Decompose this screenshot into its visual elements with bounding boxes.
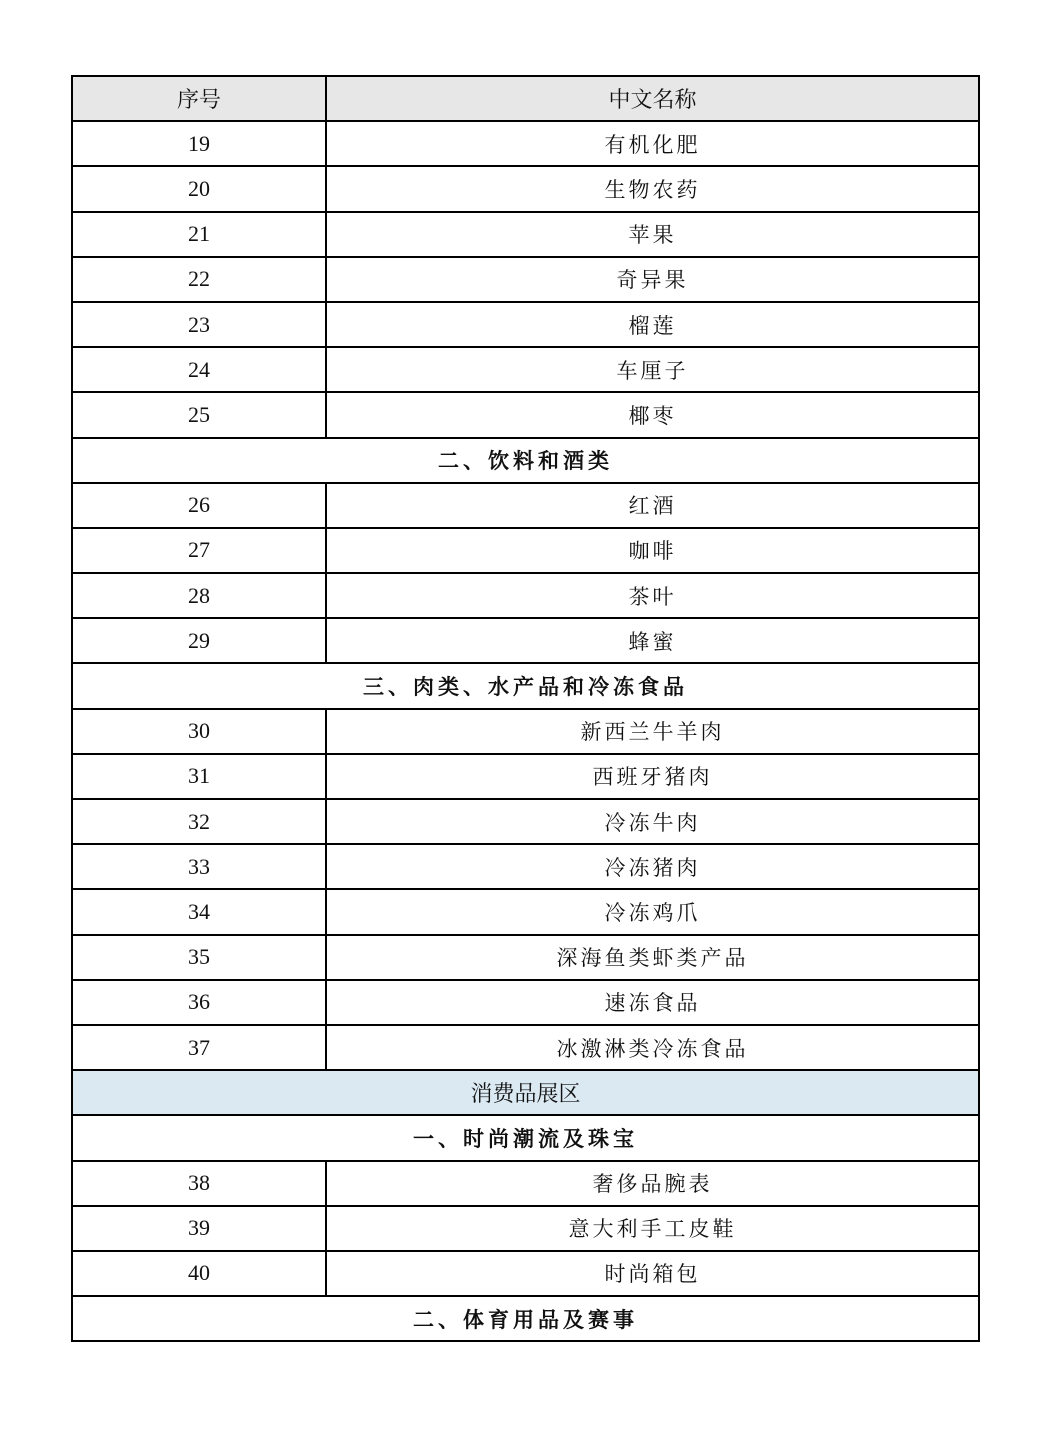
zone-title: 消费品展区 <box>72 1070 979 1115</box>
section-header-row <box>72 438 979 483</box>
table-row <box>72 935 979 980</box>
row-product-name: 椰枣 <box>326 392 979 437</box>
section-header-row <box>72 663 979 708</box>
row-serial-number: 22 <box>72 257 326 302</box>
row-product-name: 苹果 <box>326 212 979 257</box>
row-serial-number: 33 <box>72 844 326 889</box>
row-product-name: 深海鱼类虾类产品 <box>326 935 979 980</box>
row-product-name: 蜂蜜 <box>326 618 979 663</box>
row-serial-number: 21 <box>72 212 326 257</box>
row-product-name: 速冻食品 <box>326 980 979 1025</box>
header-serial-number: 序号 <box>72 76 326 121</box>
table-row <box>72 166 979 211</box>
section-title: 一、时尚潮流及珠宝 <box>72 1115 979 1160</box>
row-serial-number: 20 <box>72 166 326 211</box>
row-product-name: 奢侈品腕表 <box>326 1161 979 1206</box>
row-serial-number: 29 <box>72 618 326 663</box>
table-row <box>72 799 979 844</box>
row-product-name: 奇异果 <box>326 257 979 302</box>
table-row <box>72 844 979 889</box>
table-header-row <box>72 76 979 121</box>
section-title: 二、体育用品及赛事 <box>72 1296 979 1341</box>
row-product-name: 茶叶 <box>326 573 979 618</box>
table-row <box>72 573 979 618</box>
row-serial-number: 37 <box>72 1025 326 1070</box>
row-product-name: 车厘子 <box>326 347 979 392</box>
row-serial-number: 25 <box>72 392 326 437</box>
row-serial-number: 23 <box>72 302 326 347</box>
table-row <box>72 1161 979 1206</box>
row-serial-number: 39 <box>72 1206 326 1251</box>
row-serial-number: 30 <box>72 709 326 754</box>
table-row <box>72 257 979 302</box>
row-product-name: 意大利手工皮鞋 <box>326 1206 979 1251</box>
row-product-name: 冷冻鸡爪 <box>326 889 979 934</box>
table-row <box>72 121 979 166</box>
section-header-row <box>72 1296 979 1341</box>
row-serial-number: 19 <box>72 121 326 166</box>
row-serial-number: 34 <box>72 889 326 934</box>
row-product-name: 有机化肥 <box>326 121 979 166</box>
row-product-name: 西班牙猪肉 <box>326 754 979 799</box>
section-title: 二、饮料和酒类 <box>72 438 979 483</box>
row-product-name: 咖啡 <box>326 528 979 573</box>
table-row <box>72 212 979 257</box>
row-serial-number: 24 <box>72 347 326 392</box>
product-table <box>71 75 980 1342</box>
table-row <box>72 1206 979 1251</box>
table-row <box>72 347 979 392</box>
row-serial-number: 28 <box>72 573 326 618</box>
row-product-name: 冷冻猪肉 <box>326 844 979 889</box>
row-serial-number: 26 <box>72 483 326 528</box>
table-row <box>72 709 979 754</box>
row-serial-number: 27 <box>72 528 326 573</box>
table-row <box>72 1025 979 1070</box>
table-row <box>72 302 979 347</box>
row-serial-number: 40 <box>72 1251 326 1296</box>
row-serial-number: 36 <box>72 980 326 1025</box>
table-row <box>72 528 979 573</box>
table-row <box>72 889 979 934</box>
section-title: 三、肉类、水产品和冷冻食品 <box>72 663 979 708</box>
row-product-name: 生物农药 <box>326 166 979 211</box>
table-body <box>72 121 979 1341</box>
row-serial-number: 32 <box>72 799 326 844</box>
table-row <box>72 483 979 528</box>
row-serial-number: 35 <box>72 935 326 980</box>
row-product-name: 冷冻牛肉 <box>326 799 979 844</box>
table-row <box>72 392 979 437</box>
table-row <box>72 1251 979 1296</box>
row-product-name: 冰激淋类冷冻食品 <box>326 1025 979 1070</box>
table-row <box>72 754 979 799</box>
table-row <box>72 618 979 663</box>
row-serial-number: 38 <box>72 1161 326 1206</box>
row-serial-number: 31 <box>72 754 326 799</box>
section-header-row <box>72 1115 979 1160</box>
row-product-name: 榴莲 <box>326 302 979 347</box>
zone-header-row <box>72 1070 979 1115</box>
row-product-name: 新西兰牛羊肉 <box>326 709 979 754</box>
header-chinese-name: 中文名称 <box>326 76 979 121</box>
row-product-name: 时尚箱包 <box>326 1251 979 1296</box>
table-row <box>72 980 979 1025</box>
row-product-name: 红酒 <box>326 483 979 528</box>
